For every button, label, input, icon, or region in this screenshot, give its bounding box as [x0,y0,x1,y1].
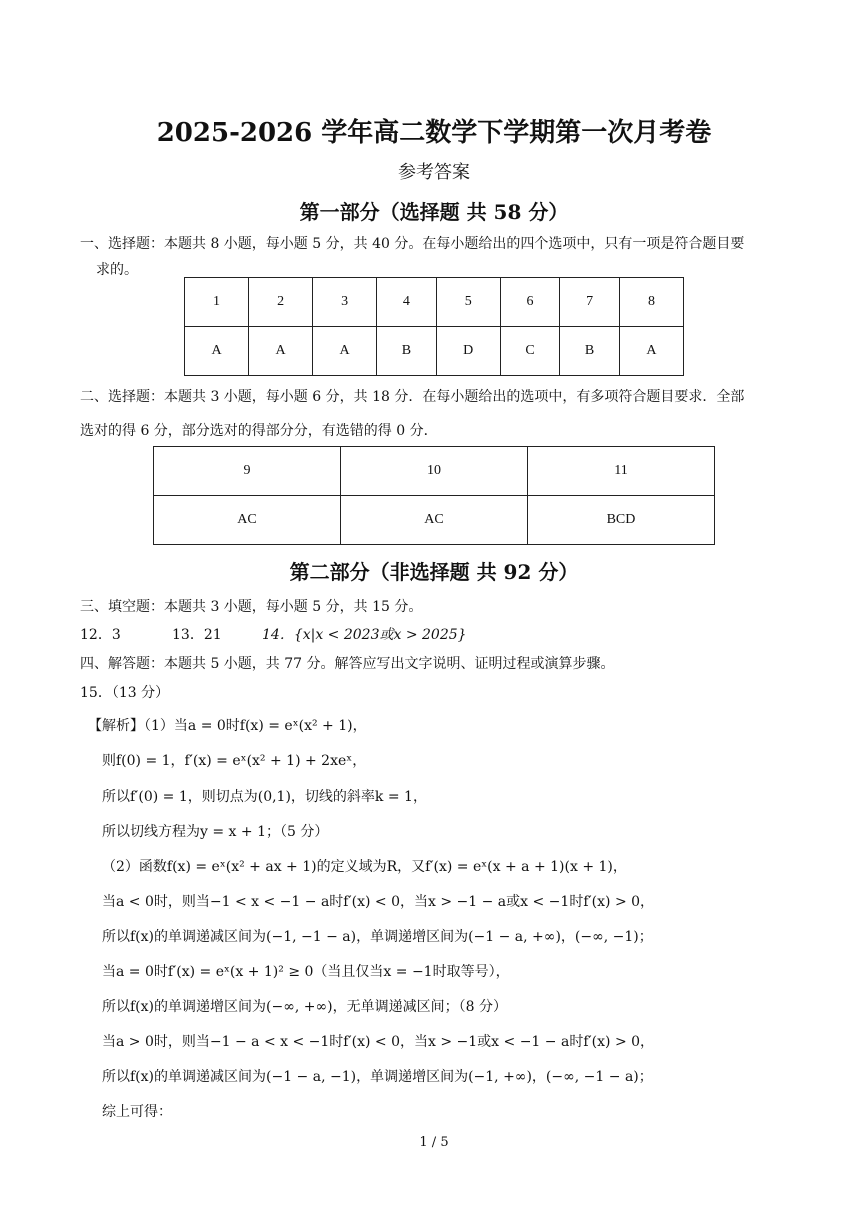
table1-number-cell: 6 [500,278,560,327]
page-subtitle: 参考答案 [398,162,470,183]
solution-line: 所以f(x)的单调递增区间为(−∞, +∞)，无单调递减区间；（8 分） [102,999,507,1015]
table2-answer-cell: AC [341,496,528,545]
solution-line: 所以f(x)的单调递减区间为(−1, −1 − a)，单调递增区间为(−1 − a, +∞)，(−∞, −1)； [102,929,653,945]
table1-number-cell: 4 [377,278,437,327]
solution-line: 当a > 0时，则当−1 − a < x < −1时f′(x) < 0，当x > −1或x < −1 − a时f′(x) > 0， [102,1034,655,1050]
fill-answer-12: 12．3 [80,627,121,643]
table1-number-cell: 5 [436,278,500,327]
section2-instructions-line1: 二、选择题：本题共 3 小题，每小题 6 分，共 18 分．在每小题给出的选项中，有多项符合题目要求．全部 [80,389,745,405]
table1-answer-cell: A [619,327,683,376]
table2-number-cell: 9 [154,447,341,496]
fill-answer-13: 13．21 [172,627,222,643]
section1-instructions-line1: 一、选择题：本题共 8 小题，每小题 5 分，共 40 分。在每小题给出的四个选项中，只有一项是符合题目要 [80,236,745,252]
table1-number-cell: 7 [560,278,620,327]
solution-line: 所以切线方程为y = x + 1；（5 分） [102,824,329,840]
solution-line: 所以f(x)的单调递减区间为(−1 − a, −1)，单调递增区间为(−1, +∞)，(−∞, −1 − a)； [102,1069,653,1085]
table2-answer-cell: AC [154,496,341,545]
answer-table-2 [153,446,715,545]
solution-line: 所以f′(0) = 1，则切点为(0,1)，切线的斜率k = 1， [102,789,427,805]
page-title: 2025-2026 学年高二数学下学期第一次月考卷 [156,118,712,148]
table2-number-cell: 10 [341,447,528,496]
table1-answer-cell: D [436,327,500,376]
solution-line: 当a < 0时，则当−1 < x < −1 − a时f′(x) < 0，当x > −1 − a或x < −1时f′(x) > 0， [102,894,655,910]
table1-number-cell: 2 [249,278,313,327]
part1-heading: 第一部分（选择题 共 58 分） [299,200,569,224]
solution-line: 当a = 0时f′(x) = eˣ(x + 1)² ≥ 0（当且仅当x = −1时取等号）， [102,964,510,980]
answer-table-1 [184,277,684,376]
table1-answer-cell: A [313,327,377,376]
table1-answer-cell: B [377,327,437,376]
section3-instructions: 三、填空题：本题共 3 小题，每小题 5 分，共 15 分。 [80,599,423,615]
table2-answer-cell: BCD [528,496,715,545]
solution-line: （2）函数f(x) = eˣ(x² + ax + 1)的定义域为R，又f′(x) = eˣ(x + a + 1)(x + 1)， [102,859,627,875]
table2-number-cell: 11 [528,447,715,496]
table1-number-cell: 1 [185,278,249,327]
table1-answer-cell: A [249,327,313,376]
part2-heading: 第二部分（非选择题 共 92 分） [289,560,579,584]
page-number: 1 / 5 [419,1135,449,1150]
fill-answer-14: 14．{x|x < 2023或x > 2025} [262,627,467,643]
table1-answer-cell: A [185,327,249,376]
section2-instructions-line2: 选对的得 6 分，部分选对的得部分分，有选错的得 0 分． [80,423,438,439]
table1-answer-cell: C [500,327,560,376]
table1-number-cell: 8 [619,278,683,327]
table1-answer-cell: B [560,327,620,376]
solution-line: 则f(0) = 1，f′(x) = eˣ(x² + 1) + 2xeˣ， [102,753,367,769]
section1-instructions-line2: 求的。 [96,262,138,278]
table1-number-cell: 3 [313,278,377,327]
section4-instructions: 四、解答题：本题共 5 小题，共 77 分。解答应写出文字说明、证明过程或演算步骤。 [80,656,615,672]
question-15-header: 15．（13 分） [80,685,170,701]
solution-line: 综上可得： [102,1104,172,1120]
solution-line: 【解析】（1）当a = 0时f(x) = eˣ(x² + 1)， [88,718,367,734]
